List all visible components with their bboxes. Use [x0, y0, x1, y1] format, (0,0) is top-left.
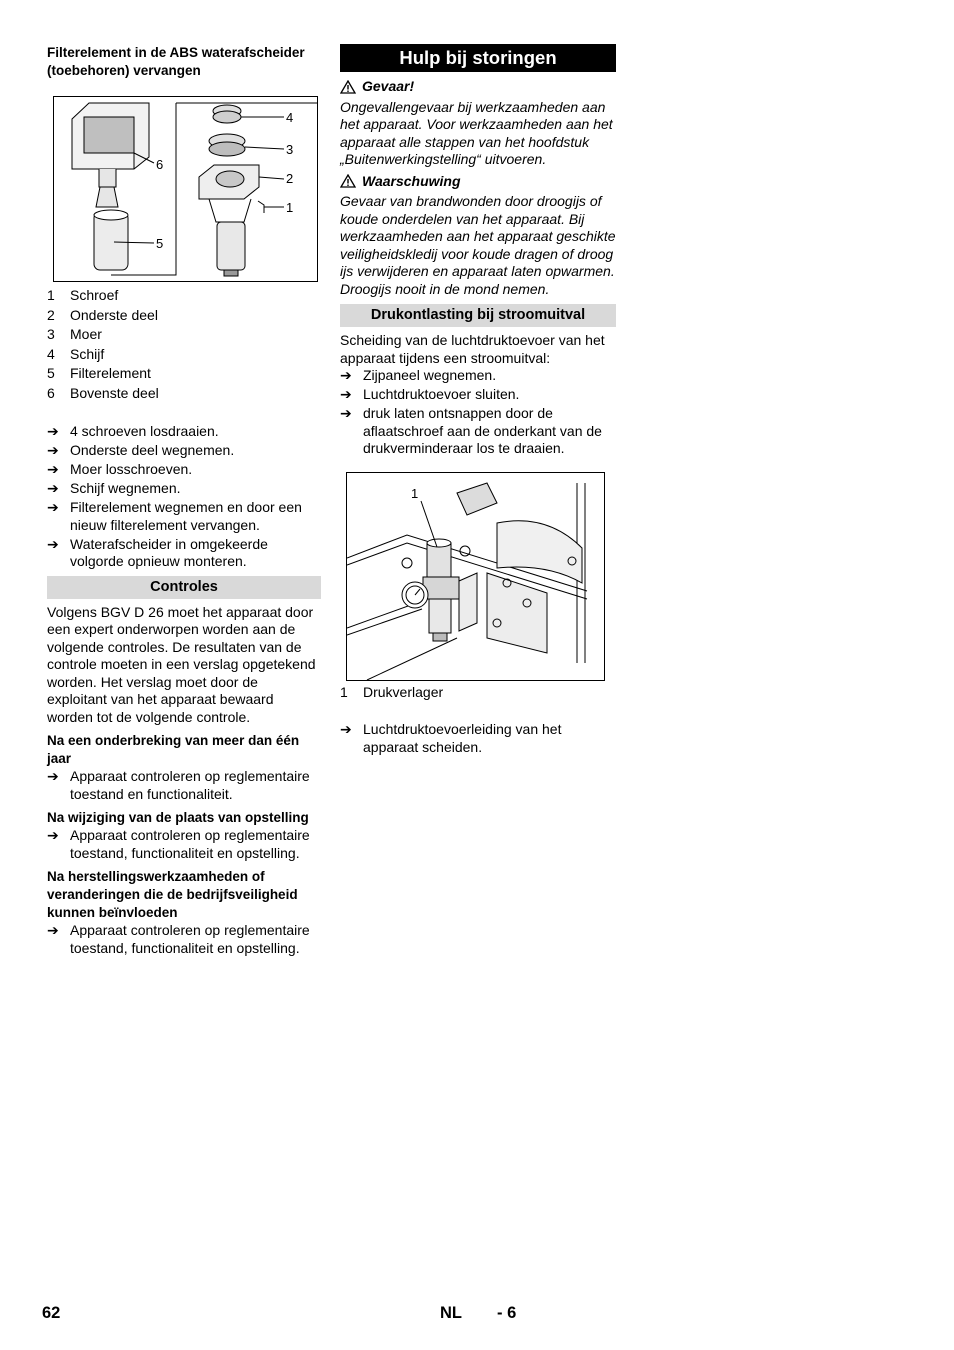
callout-5: 5 — [156, 236, 164, 251]
step-item: ➔ Filterelement wegnemen en door een nieuw filterelement vervangen. — [47, 499, 302, 533]
arrow-right-icon: ➔ — [47, 827, 59, 843]
filter-legend — [47, 286, 321, 403]
sub2-steps — [47, 827, 321, 862]
legend-item: 2 Onderste deel — [47, 306, 158, 323]
step-item: ➔ Waterafscheider in omgekeerde volgorde opnieuw monteren. — [47, 535, 268, 569]
section-number: - 6 — [497, 1304, 517, 1322]
warning-heading — [340, 173, 616, 191]
callout-1: 1 — [411, 485, 419, 501]
drukontlasting-heading: Drukontlasting bij stroomuitval — [340, 304, 616, 327]
warning-text: Gevaar van brandwonden door droogijs of koude onderdelen van het apparaat. Bij werkzaamheden aan het apparaat geschikte veiligheidskledij voor koude dragen of droog ijs verwijderen en apparaat laten opwarmen. — [340, 193, 616, 279]
arrow-right-icon: ➔ — [47, 480, 59, 496]
callout-1: 1 — [286, 200, 294, 215]
step-item: ➔ Schijf wegnemen. — [47, 480, 181, 496]
controles-text: Volgens BGV D 26 moet het apparaat door een expert onderworpen worden aan de volgende controles. De resultaten van de controle moeten in een verslag opgetekend worden. Het verslag moet door de exploitant van het apparaat bewaard worden tot de volgende controle. — [47, 603, 316, 725]
arrow-right-icon: ➔ — [340, 367, 352, 383]
danger-heading — [340, 78, 616, 96]
step-item: ➔ Luchtdruktoevoerleiding van het apparaat scheiden. — [340, 721, 562, 755]
arrow-right-icon: ➔ — [340, 721, 352, 737]
right-column — [340, 44, 616, 758]
callout-6: 6 — [156, 157, 164, 172]
warning-triangle-icon — [340, 80, 356, 94]
danger-text: Ongevallengevaar bij werkzaamheden aan het apparaat. Voor werkzaamheden aan het apparaat alle stappen van het hoofdstuk „Buitenwerkingstelling“ uitvoeren. — [340, 98, 613, 167]
chapter-title: Hulp bij storingen — [340, 44, 616, 72]
step-item: ➔ Onderste deel wegnemen. — [47, 442, 235, 458]
language-code: NL — [440, 1304, 462, 1322]
sub-heading-onderbreking: Na een onderbreking van meer dan één jaar — [47, 733, 300, 766]
sub3-steps — [47, 922, 321, 957]
section-heading-filter: Filterelement in de ABS waterafscheider (toebehoren) vervangen — [47, 45, 305, 78]
arrow-right-icon: ➔ — [340, 405, 352, 421]
arrow-right-icon: ➔ — [47, 423, 59, 439]
arrow-right-icon: ➔ — [340, 386, 352, 402]
controles-heading: Controles — [47, 576, 321, 599]
warning-label: Waarschuwing — [362, 172, 461, 189]
drukontlasting-steps — [340, 367, 616, 458]
final-steps — [340, 721, 616, 756]
callout-3: 3 — [286, 142, 294, 157]
danger-label: Gevaar! — [362, 78, 415, 94]
legend-item: 6 Bovenste deel — [47, 384, 159, 401]
filter-steps — [47, 423, 321, 571]
pressure-reducer-figure — [346, 472, 605, 681]
filter-drawing — [54, 97, 317, 281]
drukontlasting-intro: Scheiding van de luchtdruktoevoer van het apparaat tijdens een stroomuitval: — [340, 332, 605, 366]
sub1-steps — [47, 768, 321, 803]
arrow-right-icon: ➔ — [47, 535, 59, 552]
arrow-right-icon: ➔ — [47, 442, 59, 458]
step-item: ➔ 4 schroeven losdraaien. — [47, 423, 219, 439]
warning-triangle-icon — [340, 174, 356, 188]
step-item: ➔ Moer losschroeven. — [47, 461, 193, 477]
arrow-right-icon: ➔ — [47, 768, 59, 784]
callout-4: 4 — [286, 110, 294, 125]
pressure-reducer-drawing — [347, 473, 604, 680]
legend-item: 1 Drukverlager — [340, 683, 444, 700]
legend-item: 4 Schijf — [47, 345, 105, 362]
callout-2: 2 — [286, 171, 294, 186]
pressure-legend — [340, 683, 616, 703]
step-item: ➔ Apparaat controleren op reglementaire toestand en functionaliteit. — [47, 768, 310, 802]
legend-item: 1 Schroef — [47, 287, 119, 303]
step-item: ➔ Apparaat controleren op reglementaire toestand, functionaliteit en opstelling. — [47, 922, 310, 956]
arrow-right-icon: ➔ — [47, 461, 59, 477]
step-item: ➔ druk laten ontsnappen door de aflaatschroef aan de onderkant van de drukverminderaar los te draaien. — [340, 405, 602, 456]
step-item: ➔ Zijpaneel wegnemen. — [340, 367, 497, 383]
sub-heading-herstelling: Na herstellingswerkzaamheden of veranderingen die de bedrijfsveiligheid kunnen beïnvloeden — [47, 869, 298, 920]
filter-figure — [53, 96, 318, 282]
step-item: ➔ Luchtdruktoevoer sluiten. — [340, 386, 520, 402]
sub-heading-opstelling: Na wijziging van de plaats van opstelling — [47, 810, 309, 825]
step-item: ➔ Apparaat controleren op reglementaire toestand, functionaliteit en opstelling. — [47, 827, 310, 861]
warning-text-2: Droogijs nooit in de mond nemen. — [340, 280, 550, 297]
arrow-right-icon: ➔ — [47, 922, 59, 938]
left-column — [47, 44, 321, 959]
page-number: 62 — [42, 1304, 61, 1322]
legend-item: 5 Filterelement — [47, 365, 151, 381]
arrow-right-icon: ➔ — [47, 499, 59, 515]
legend-item: 3 Moer — [47, 326, 102, 342]
